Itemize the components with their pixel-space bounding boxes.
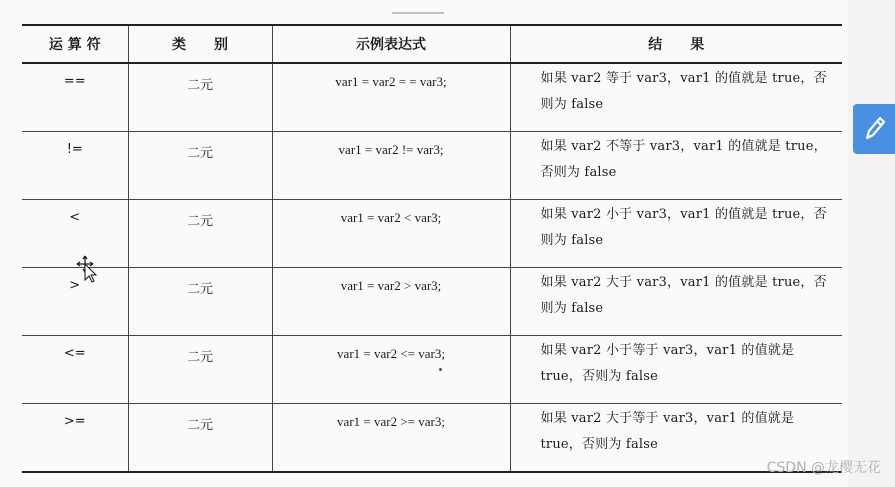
table-header-row (22, 25, 842, 63)
expression-cell: var1 = var2 < var3; (272, 200, 510, 268)
result-cell: 如果 var2 小于 var3，var1 的值就是 true，否则为 false (510, 200, 842, 268)
pencil-icon (861, 114, 887, 144)
operator-cell: <= (22, 336, 128, 404)
table-row (22, 404, 842, 473)
operator-cell: != (22, 132, 128, 200)
move-cursor-icon (76, 255, 98, 283)
table-row (22, 63, 842, 132)
speck (439, 368, 442, 371)
category-cell: 二元 (128, 336, 272, 404)
operator-cell: == (22, 63, 128, 132)
edit-button[interactable] (853, 104, 895, 154)
operator-cell: < (22, 200, 128, 268)
table-row (22, 132, 842, 200)
table-row (22, 200, 842, 268)
expression-cell: var1 = var2 >= var3; (272, 404, 510, 473)
expression-cell: var1 = var2 <= var3; (272, 336, 510, 404)
watermark: CSDN @龙樱无花 (766, 460, 881, 476)
category-cell: 二元 (128, 404, 272, 473)
expression-cell: var1 = var2 = = var3; (272, 63, 510, 132)
operator-table (22, 24, 842, 473)
expression-cell: var1 = var2 != var3; (272, 132, 510, 200)
header-result: 结 果 (510, 25, 842, 63)
category-cell: 二元 (128, 200, 272, 268)
header-operator: 运 算 符 (22, 25, 128, 63)
table-row (22, 268, 842, 336)
result-cell: 如果 var2 大于等于 var3，var1 的值就是 true，否则为 false (510, 404, 842, 473)
header-category: 类 别 (128, 25, 272, 63)
result-cell: 如果 var2 等于 var3，var1 的值就是 true，否则为 false (510, 63, 842, 132)
table-row (22, 336, 842, 404)
result-cell: 如果 var2 不等于 var3，var1 的值就是 true，否则为 false (510, 132, 842, 200)
header-example-expression: 示例表达式 (272, 25, 510, 63)
expression-cell: var1 = var2 > var3; (272, 268, 510, 336)
category-cell: 二元 (128, 132, 272, 200)
result-cell: 如果 var2 小于等于 var3，var1 的值就是 true，否则为 false (510, 336, 842, 404)
category-cell: 二元 (128, 268, 272, 336)
operator-cell: >= (22, 404, 128, 473)
operator-cell: > (22, 268, 128, 336)
category-cell: 二元 (128, 63, 272, 132)
header-mark (392, 12, 444, 20)
result-cell: 如果 var2 大于 var3，var1 的值就是 true，否则为 false (510, 268, 842, 336)
